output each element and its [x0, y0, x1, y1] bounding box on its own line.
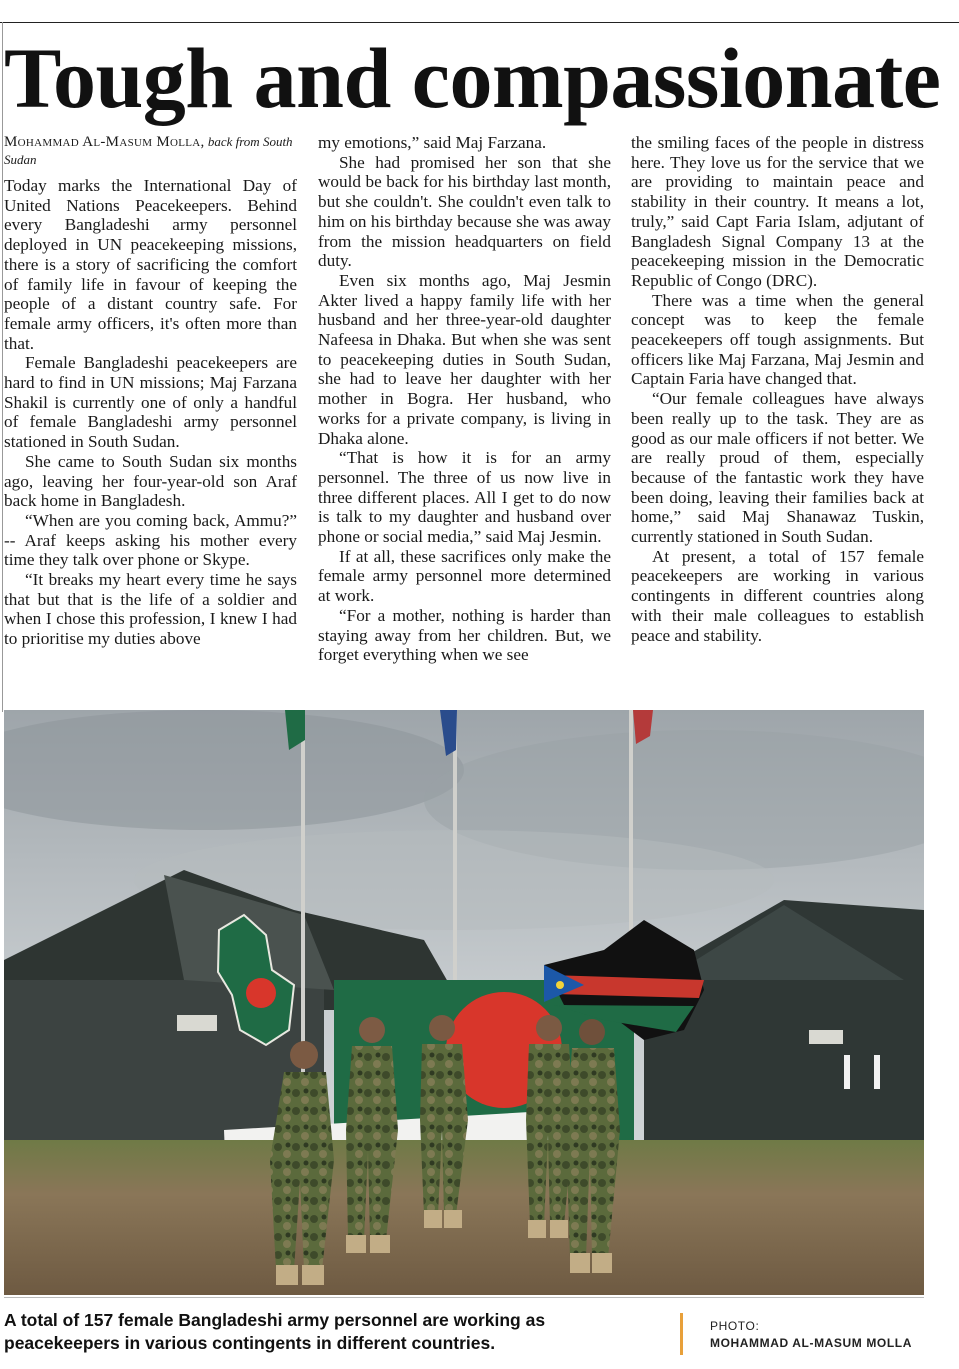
- photo-credit: [710, 1318, 912, 1352]
- paragraph: There was a time when the general concept was to keep the female peacekeepers off tough assignments. But officers like Maj Farzana, Maj Jesmin and Captain Faria have changed that.: [631, 290, 924, 389]
- photo-credit-name: MOHAMMAD AL-MASUM MOLLA: [710, 1336, 912, 1350]
- byline-location: back from South Sudan: [4, 134, 293, 167]
- paragraph: Today marks the International Day of United Nations Peacekeepers. Behind every Bangladeshi army personnel deployed in UN peacekeeping missions, there is a story of sacrificing the comfort of family life in favour of keeping the people of a distant country safe. For female army officers, it's often more than that.: [4, 176, 297, 353]
- paragraph: “It breaks my heart every time he says that but that is the life of a soldier and when I chose this profession, I knew I had to prioritise my duties above: [4, 570, 297, 649]
- paragraph: “When are you coming back, Ammu?” -- Araf keeps asking his mother every time they talk over phone or Skype.: [4, 510, 297, 570]
- article-column-2: [318, 133, 611, 665]
- byline: [4, 133, 297, 168]
- paragraph: “That is how it is for an army personnel. The three of us now live in three different places. All I get to do now is talk to my daughter and husband over phone or social media,” said Maj Jesmin.: [318, 448, 611, 547]
- headline: Tough and compassionate: [4, 30, 941, 126]
- top-rule: [0, 22, 959, 23]
- ground: [4, 1140, 924, 1295]
- left-column-rule: [2, 22, 3, 712]
- paragraph: If at all, these sacrifices only make the female army personnel more determined at work.: [318, 546, 611, 606]
- byline-author: Mohammad Al-Masum Molla,: [4, 134, 205, 150]
- paragraph: She came to South Sudan six months ago, leaving her four-year-old son Araf back home in Bangladesh.: [4, 451, 297, 511]
- paragraph: “Our female colleagues have always been really up to the task. They are as good as our male officers if not better. We are really proud of them, especially because of the fantastic work they have been doing, leaving their families back at home,” said Maj Shanawaz Tuskin, currently stationed in South Sudan.: [631, 389, 924, 547]
- paragraph-continued: the smiling faces of the people in distress here. They love us for the service that we are providing to maintain peace and stability in their country. It means a lot, truly,” said Capt Faria Islam, adjutant of Bangladesh Signal Company 13 at the peacekeeping mission in the Democratic Republic of Congo (DRC).: [631, 133, 924, 290]
- paragraph: Female Bangladeshi peacekeepers are hard to find in UN missions; Maj Farzana Shakil is currently one of only a handful of female Bangladeshi army personnel stationed in South Sudan.: [4, 353, 297, 452]
- paragraph-continued: my emotions,” said Maj Farzana.: [318, 133, 547, 152]
- paragraph: At present, a total of 157 female peacekeepers are working in various contingents in different countries along with their male colleagues to establish peace and stability.: [631, 546, 924, 645]
- photo-illustration: [4, 710, 924, 1295]
- photo-divider: [4, 1297, 924, 1298]
- photo-caption: A total of 157 female Bangladeshi army personnel are working as peacekeepers in various contingents in different countries.: [4, 1310, 546, 1353]
- paragraph: She had promised her son that she would be back for his birthday last month, but she couldn't. She couldn't even talk to him on his birthday because she was away from the mission headquarters on field duty.: [318, 152, 611, 271]
- article-column-3: [631, 133, 924, 645]
- photo-credit-label: PHOTO:: [710, 1319, 760, 1333]
- paragraph: Even six months ago, Maj Jesmin Akter lived a happy family life with her husband and her three-year-old daughter Nafeesa in Dhaka. But when she was sent to peacekeeping duties in South Sudan, she had to leave her daughter with her mother in Bogra. Her husband, who works for a private company, is living in Dhaka alone.: [318, 270, 611, 448]
- news-photo: [4, 710, 924, 1295]
- article-column-1: [4, 133, 297, 649]
- paragraph: “For a mother, nothing is harder than staying away from her children. But, we forget everything when we see: [318, 605, 611, 665]
- credit-accent-bar: [680, 1313, 683, 1355]
